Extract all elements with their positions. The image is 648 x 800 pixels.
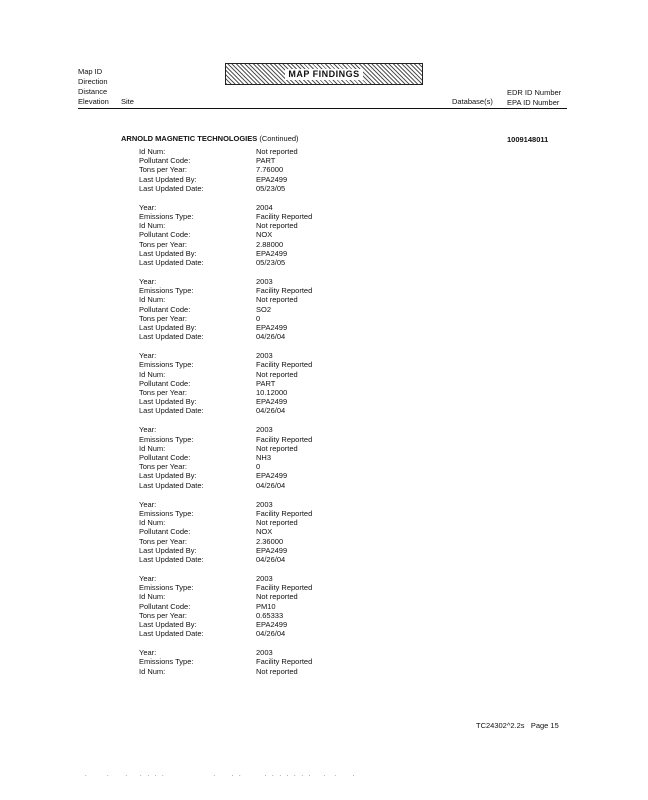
header-left-labels [78,67,109,107]
field-value: Facility Reported [256,508,313,518]
header-right-labels [507,88,561,108]
record-field [139,620,399,629]
field-label: Emissions Type: [139,212,194,222]
edr-id-label: EDR ID Number [507,88,562,97]
field-value: Not reported [256,666,298,676]
field-label: Year: [139,648,157,658]
banner-title: MAP FINDINGS [285,69,362,80]
emission-record [139,574,399,638]
field-label: Id Num: [139,295,166,305]
record-field [139,258,399,267]
site-label: Site [121,97,134,106]
record-field [139,500,399,509]
record-field [139,546,399,555]
field-value: NOX [256,527,273,537]
record-field [139,277,399,286]
field-value: Facility Reported [256,286,313,296]
record-field [139,323,399,332]
field-label: Last Updated By: [139,545,197,555]
field-value: 0 [256,313,261,323]
field-label: Id Num: [139,147,166,156]
field-value: 0 [256,462,261,472]
field-label: Year: [139,202,157,212]
field-label: Pollutant Code: [139,230,191,240]
field-label: Id Num: [139,518,166,528]
field-label: Pollutant Code: [139,453,191,463]
record-field [139,221,399,230]
field-value: Facility Reported [256,360,313,370]
field-value: EPA2499 [256,323,288,333]
field-value: 04/26/04 [256,332,286,342]
field-label: Tons per Year: [139,536,187,546]
field-value: 04/26/04 [256,629,286,639]
field-value: 10.12000 [256,388,288,398]
record-field [139,305,399,314]
field-label: Last Updated By: [139,471,197,481]
field-label: Year: [139,351,157,361]
record-field [139,435,399,444]
field-label: Last Updated Date: [139,554,204,564]
record-field [139,397,399,406]
emission-record [139,351,399,415]
record-field [139,212,399,221]
field-value: 04/26/04 [256,480,286,490]
record-field [139,351,399,360]
field-value: 2.88000 [256,239,284,249]
record-field [139,518,399,527]
field-value: Not reported [256,518,298,528]
continued-label: (Continued) [259,134,299,143]
field-value: 2004 [256,202,273,212]
field-label: Last Updated By: [139,323,197,333]
field-value: 2003 [256,351,273,361]
edr-id-number: 1009148011 [507,135,549,144]
field-value: PM10 [256,601,276,611]
field-label: Last Updated Date: [139,183,204,193]
databases-label: Database(s) [452,97,493,106]
epa-id-label: EPA ID Number [507,98,560,107]
field-value: SO2 [256,304,272,314]
emissions-records [139,147,399,686]
field-label: Tons per Year: [139,388,187,398]
record-field [139,332,399,341]
record-field [139,230,399,239]
record-field [139,444,399,453]
field-value: PART [256,378,276,388]
record-field [139,165,399,174]
field-label: Pollutant Code: [139,527,191,537]
field-value: Not reported [256,369,298,379]
field-label: Year: [139,277,157,287]
field-value: EPA2499 [256,471,288,481]
record-field [139,471,399,480]
site-name: ARNOLD MAGNETIC TECHNOLOGIES [121,134,258,143]
site-title [121,134,299,143]
field-value: 04/26/04 [256,554,286,564]
field-value: 04/26/04 [256,406,286,416]
record-field [139,583,399,592]
field-label: Tons per Year: [139,313,187,323]
field-value: 2003 [256,573,273,583]
field-value: NOX [256,230,273,240]
field-label: Last Updated By: [139,619,197,629]
field-label: Tons per Year: [139,165,187,175]
field-label: Emissions Type: [139,583,194,593]
record-field [139,147,399,156]
emission-record [139,277,399,341]
record-field [139,388,399,397]
record-field [139,156,399,165]
header-rule [78,108,567,109]
elevation-label: Elevation [78,97,109,106]
field-value: 7.76000 [256,165,284,175]
field-value: 05/23/05 [256,258,286,268]
field-value: Not reported [256,592,298,602]
emission-record [139,203,399,267]
field-label: Id Num: [139,221,166,231]
record-field [139,509,399,518]
field-value: Facility Reported [256,212,313,222]
record-field [139,249,399,258]
field-label: Year: [139,499,157,509]
emission-record [139,648,399,676]
field-value: PART [256,156,276,166]
record-field [139,537,399,546]
record-field [139,184,399,193]
field-value: 05/23/05 [256,183,286,193]
field-label: Tons per Year: [139,239,187,249]
field-label: Year: [139,573,157,583]
field-value: Facility Reported [256,657,313,667]
field-value: Facility Reported [256,583,313,593]
field-label: Last Updated By: [139,174,197,184]
field-value: EPA2499 [256,545,288,555]
record-field [139,667,399,676]
record-field [139,203,399,212]
field-label: Pollutant Code: [139,601,191,611]
field-value: 0.65333 [256,610,284,620]
record-field [139,425,399,434]
field-label: Last Updated Date: [139,258,204,268]
record-field [139,379,399,388]
emission-record [139,500,399,564]
field-label: Last Updated Date: [139,332,204,342]
record-field [139,602,399,611]
record-field [139,295,399,304]
field-label: Last Updated Date: [139,629,204,639]
map-id-label: Map ID [78,67,103,76]
field-label: Id Num: [139,369,166,379]
emission-record [139,147,399,193]
record-field [139,657,399,666]
field-value: 2003 [256,648,273,658]
record-field [139,592,399,601]
field-value: 2003 [256,277,273,287]
field-label: Last Updated By: [139,248,197,258]
scan-artifact-dots: . . . . . . . . . . . . . . . . . . . . [85,772,357,778]
field-label: Emissions Type: [139,360,194,370]
field-label: Pollutant Code: [139,304,191,314]
record-field [139,527,399,536]
field-label: Id Num: [139,443,166,453]
field-label: Id Num: [139,666,166,676]
field-value: Not reported [256,221,298,231]
field-label: Emissions Type: [139,657,194,667]
record-field [139,462,399,471]
field-label: Tons per Year: [139,462,187,472]
emission-record [139,425,399,489]
record-field [139,406,399,415]
field-value: Facility Reported [256,434,313,444]
field-value: EPA2499 [256,619,288,629]
field-value: Not reported [256,443,298,453]
record-field [139,648,399,657]
field-value: NH3 [256,453,272,463]
field-label: Pollutant Code: [139,156,191,166]
field-label: Emissions Type: [139,286,194,296]
record-field [139,286,399,295]
field-value: 2003 [256,499,273,509]
direction-label: Direction [78,77,108,86]
field-label: Id Num: [139,592,166,602]
field-label: Emissions Type: [139,434,194,444]
record-field [139,611,399,620]
field-value: EPA2499 [256,174,288,184]
record-field [139,370,399,379]
field-value: EPA2499 [256,397,288,407]
field-label: Last Updated By: [139,397,197,407]
field-label: Tons per Year: [139,610,187,620]
record-field [139,314,399,323]
record-field [139,175,399,184]
field-label: Last Updated Date: [139,406,204,416]
field-label: Last Updated Date: [139,480,204,490]
map-findings-banner [225,63,423,85]
site-underline [121,108,137,109]
field-label: Year: [139,425,157,435]
doc-id: TC24302^2.2s [476,721,525,730]
field-label: Emissions Type: [139,508,194,518]
page-number: Page 15 [530,721,559,730]
elevation-underline [78,108,111,109]
field-value: 2003 [256,425,273,435]
record-field [139,574,399,583]
field-value: Not reported [256,147,298,156]
record-field [139,360,399,369]
field-value: EPA2499 [256,248,288,258]
field-value: 2.36000 [256,536,284,546]
record-field [139,453,399,462]
distance-label: Distance [78,87,108,96]
record-field [139,240,399,249]
record-field [139,481,399,490]
field-label: Pollutant Code: [139,378,191,388]
field-value: Not reported [256,295,298,305]
page-footer [476,721,559,730]
record-field [139,629,399,638]
record-field [139,555,399,564]
